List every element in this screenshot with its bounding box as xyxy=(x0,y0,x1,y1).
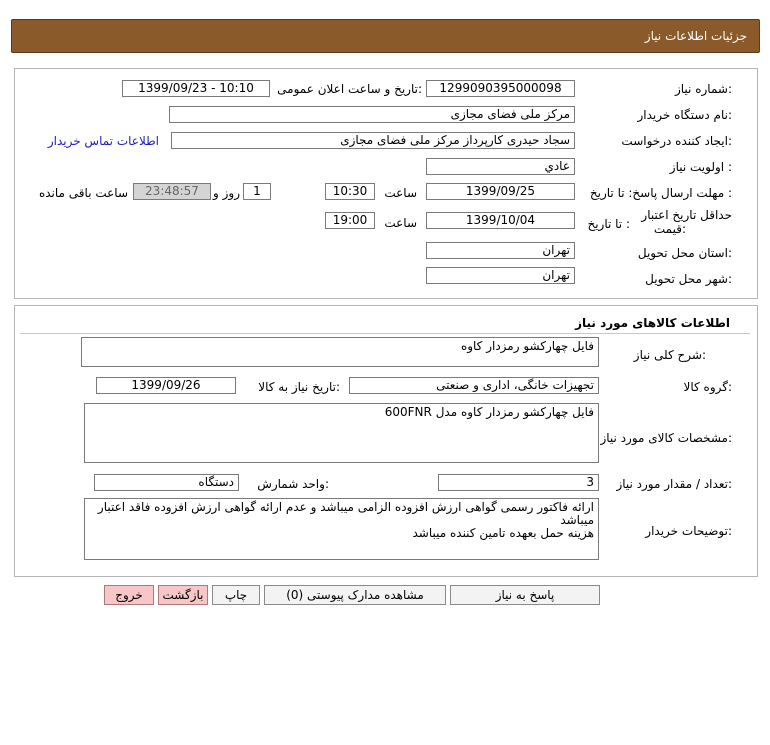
time-remaining-label: ساعت باقی مانده xyxy=(38,186,128,200)
goods-group-field: تجهیزات خانگی، اداری و صنعتی xyxy=(349,377,599,394)
city-label: شهر محل تحویل: xyxy=(645,272,732,286)
unit-field: دستگاه xyxy=(94,474,239,491)
buyer-org-label: نام دستگاه خریدار: xyxy=(637,108,732,122)
exit-button[interactable]: خروج xyxy=(104,585,154,605)
time-remaining-field: 23:48:57 xyxy=(133,183,211,200)
province-label: استان محل تحویل: xyxy=(637,246,732,260)
specs-text: فایل چهارکشو رمزدار کاوه مدل 600FNR xyxy=(384,405,594,419)
price-validity-time-field: 19:00 xyxy=(325,212,375,229)
need-info-panel xyxy=(14,68,758,299)
quantity-label: تعداد / مقدار مورد نیاز: xyxy=(616,477,732,491)
goods-section-title: اطلاعات کالاهای مورد نیاز xyxy=(575,316,730,330)
announce-datetime-field: 1399/09/23 - 10:10 xyxy=(122,80,270,97)
price-validity-until-label: تا تاریخ : xyxy=(587,217,630,231)
specs-field xyxy=(84,403,599,463)
deadline-time-label: ساعت xyxy=(384,186,417,200)
requester-field: سجاد حیدری کارپرداز مرکز ملی فضای مجازی xyxy=(171,132,575,149)
reply-button[interactable]: پاسخ به نیاز xyxy=(450,585,600,605)
print-button[interactable]: چاپ xyxy=(212,585,260,605)
deadline-time-field: 10:30 xyxy=(325,183,375,200)
goods-group-label: گروه کالا: xyxy=(683,380,732,394)
announce-datetime-label: تاریخ و ساعت اعلان عمومی: xyxy=(277,82,422,96)
buyer-notes-line-2: هزینه حمل بعهده تامین کننده میباشد xyxy=(412,526,594,540)
days-remaining-field: 1 xyxy=(243,183,271,200)
page-title: جزئیات اطلاعات نیاز xyxy=(644,29,747,43)
view-attachments-button[interactable]: مشاهده مدارک پیوستی (0) xyxy=(264,585,446,605)
need-date-label: تاریخ نیاز به کالا: xyxy=(258,380,340,394)
price-validity-label-2: قیمت: xyxy=(653,222,686,236)
description-label: شرح کلی نیاز: xyxy=(633,348,706,362)
unit-label: واحد شمارش: xyxy=(257,477,329,491)
page-header xyxy=(11,19,760,53)
goods-section-divider xyxy=(20,333,750,334)
price-validity-time-label: ساعت xyxy=(384,216,417,230)
days-label: روز و xyxy=(213,186,240,200)
price-validity-date-field: 1399/10/04 xyxy=(426,212,575,229)
buyer-notes-label: توضیحات خریدار: xyxy=(645,524,732,538)
description-text: فایل چهارکشو رمزدار کاوه xyxy=(460,339,594,353)
need-date-field: 1399/09/26 xyxy=(96,377,236,394)
need-number-label: شماره نیاز: xyxy=(674,82,732,96)
priority-label: اولویت نیاز : xyxy=(669,160,732,174)
deadline-date-field: 1399/09/25 xyxy=(426,183,575,200)
need-number-field: 1299090395000098 xyxy=(426,80,575,97)
priority-field: عادي xyxy=(426,158,575,175)
quantity-field: 3 xyxy=(438,474,599,491)
buyer-notes-field xyxy=(84,498,599,560)
city-field: تهران xyxy=(426,267,575,284)
requester-label: ایجاد کننده درخواست: xyxy=(621,134,732,148)
buyer-contact-link[interactable]: اطلاعات تماس خریدار xyxy=(47,134,159,148)
price-validity-label-1: حداقل تاریخ اعتبار xyxy=(641,208,732,222)
buyer-org-field: مرکز ملی فضای مجازی xyxy=(169,106,575,123)
buyer-notes-line-1: ارائه فاکتور رسمی گواهی ارزش افزوده الزامی میباشد و عدم ارائه گواهی ارزش افزوده فاقد اعتبار میباشد xyxy=(97,500,594,527)
specs-label: مشخصات کالای مورد نیاز: xyxy=(600,431,732,445)
province-field: تهران xyxy=(426,242,575,259)
back-button[interactable]: بازگشت xyxy=(158,585,208,605)
description-field xyxy=(81,337,599,367)
deadline-label: مهلت ارسال پاسخ: تا تاریخ : xyxy=(589,186,732,200)
